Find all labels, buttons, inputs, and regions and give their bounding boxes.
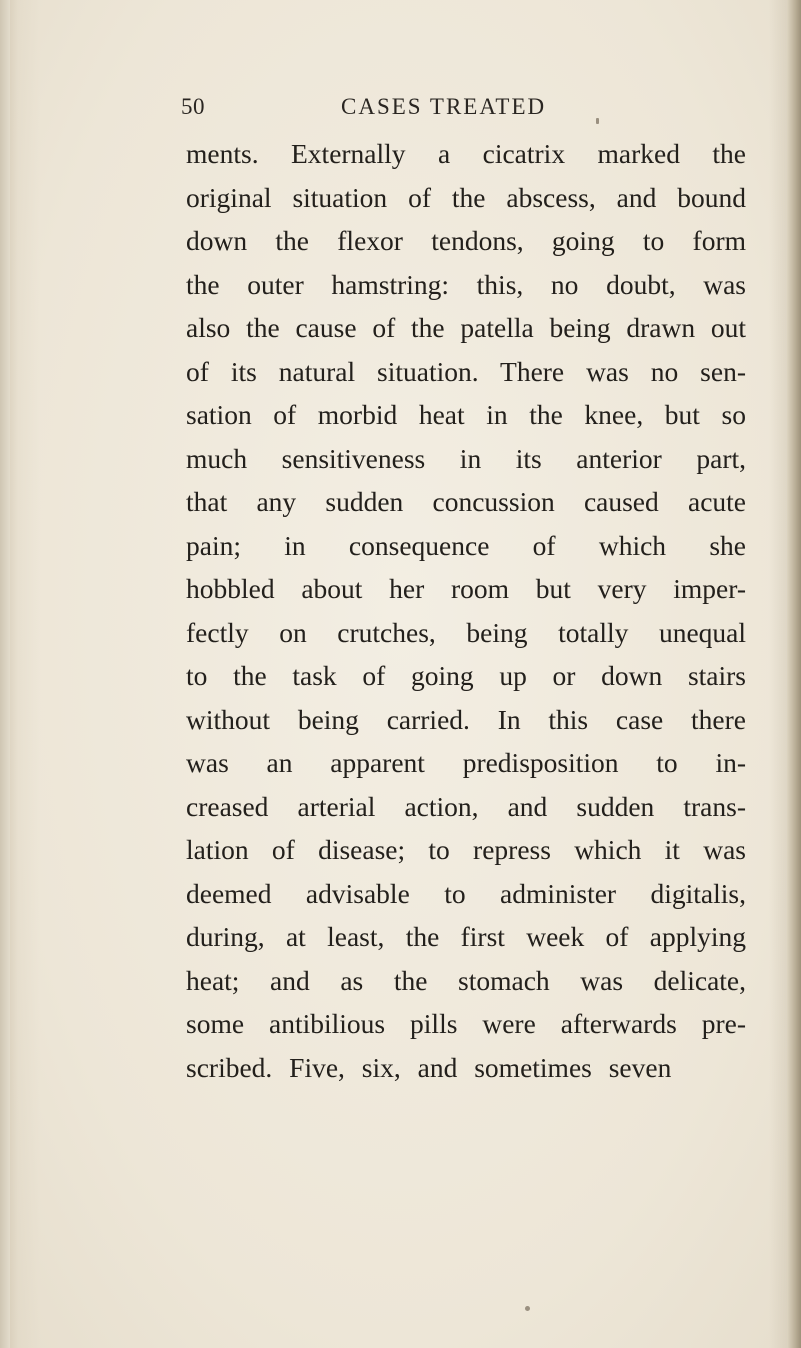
running-head [181, 94, 741, 128]
text-line: lation of disease; to repress which it was [186, 834, 746, 865]
text-line: also the cause of the patella being drawn out [186, 312, 746, 343]
text-line: heat; and as the stomach was delicate, [186, 964, 746, 996]
text-line: ments. Externally a cicatrix marked the [186, 138, 746, 169]
text-line: much sensitiveness in its anterior part, [186, 442, 746, 474]
text-line: deemed advisable to administer digitalis, [186, 877, 746, 909]
text-line: down the flexor tendons, going to form [186, 225, 746, 256]
paper-speck [596, 118, 599, 124]
text-line: scribed. Five, six, and sometimes seven [186, 1051, 672, 1083]
text-line: that any sudden concussion caused acute [186, 486, 746, 517]
page-number: 50 [181, 94, 205, 119]
running-title: CASES TREATED [341, 94, 547, 119]
text-line: to the task of going up or down stairs [186, 660, 746, 691]
text-line: pain; in consequence of which she [186, 529, 746, 561]
page-edge-shadow [787, 0, 801, 1348]
text-line: sation of morbid heat in the knee, but so [186, 399, 746, 430]
text-line: without being carried. In this case there [186, 703, 746, 735]
text-line: creased arterial action, and sudden trans- [186, 790, 746, 822]
text-line: some antibilious pills were afterwards pre- [186, 1008, 746, 1039]
text-line: fectly on crutches, being totally unequal [186, 616, 746, 648]
text-line: hobbled about her room but very imper- [186, 573, 746, 604]
text-line: was an apparent predisposition to in- [186, 747, 746, 778]
text-line: during, at least, the first week of applying [186, 921, 746, 952]
text-line: of its natural situation. There was no sen- [186, 355, 746, 387]
body-text [186, 132, 746, 1089]
text-line: the outer hamstring: this, no doubt, was [186, 268, 746, 300]
page-gutter-shadow [0, 0, 10, 1348]
paper-speck [525, 1306, 530, 1311]
text-line: original situation of the abscess, and bound [186, 181, 746, 213]
